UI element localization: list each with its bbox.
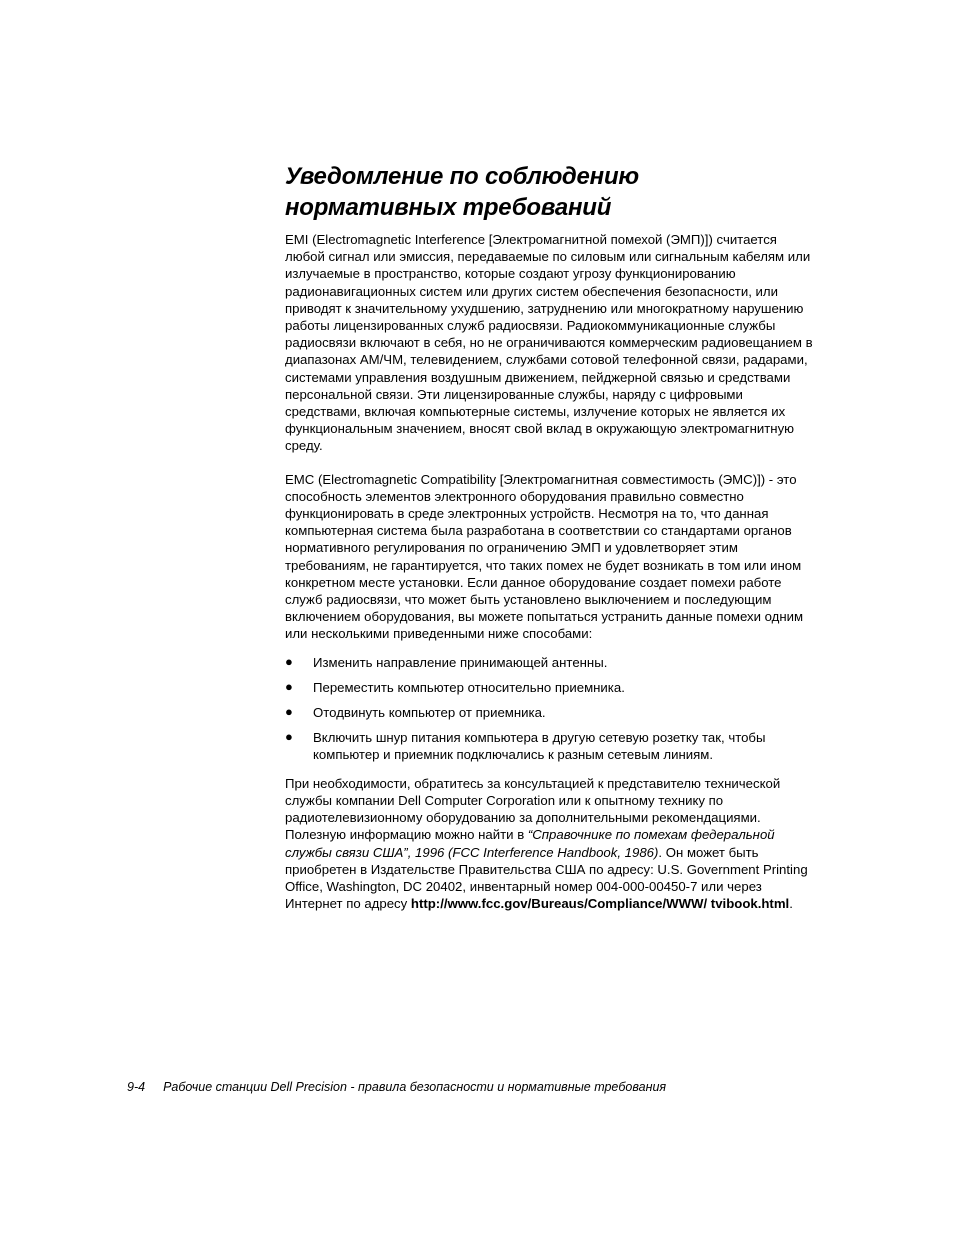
bullet-icon [285, 678, 293, 695]
closing-text-1: При необходимости, обратитесь за консультацией к представителю технической службы компании Dell Computer Corporation или к опытному технику по радиотелевизионному оборудованию за дополнительными рекомендациями. Полезную информацию можно найти в [285, 775, 781, 843]
list-item [285, 704, 820, 721]
list-item [285, 729, 820, 763]
page-title [285, 161, 820, 223]
list-item [285, 654, 820, 671]
main-content [285, 161, 820, 912]
emc-paragraph: EMC (Electromagnetic Compatibility [Электромагнитная совместимость (ЭМС)]) - это способность элементов электронного оборудования правильно совместно функционировать в среде электронных устройств. Несмотря на то, что данная компьютерная система была разработана в соответствии со стандартами органов нормативного регулирования по ограничению ЭМП и удовлетворяет этим требованиям, не гарантируется, что таких помех не будет возникать в том или ином конкретном месте установки. Если данное оборудование создает помехи работе служб радиосвязи, что может быть установлено выключением и последующим включением оборудования, вы можете попытаться устранить данные помехи одним или несколькими приведенными ниже способами: [285, 471, 804, 642]
fcc-url-link[interactable]: http://www.fcc.gov/Bureaus/Compliance/WWW/ tvibook.html [410, 896, 790, 912]
page-title-line-2: нормативных требований [285, 194, 612, 221]
list-item-text: Отодвинуть компьютер от приемника. [313, 705, 546, 721]
page-title-line-1: Уведомление по соблюдению [285, 163, 639, 190]
page-number: 9-4 [127, 1080, 146, 1094]
list-item-text: Переместить компьютер относительно приемника. [313, 679, 625, 695]
running-title: Рабочие станции Dell Precision - правила безопасности и нормативные требования [163, 1080, 667, 1094]
list-item [285, 679, 820, 696]
list-item-text: Включить шнур питания компьютера в другую сетевую розетку так, чтобы компьютер и приемник подключались к разным сетевым линиям. [313, 730, 766, 763]
remedy-list [285, 654, 820, 764]
fcc-handbook-reference: “Справочнике по помехам федеральной службы связи США”, 1996 (FCC Interference Handbook, 1986) [285, 827, 775, 860]
bullet-icon [285, 728, 293, 745]
closing-text-2: . Он может быть приобретен в Издательстве Правительства США по адресу: U.S. Government Printing Office, Washington, DC 20402, инвентарный номер 004-000-00450-7 или через Интернет по адресу [285, 844, 808, 912]
page-footer [127, 1080, 666, 1094]
emi-paragraph: EMI (Electromagnetic Interference [Электромагнитной помехой (ЭМП)]) считается любой сигнал или эмиссия, передаваемые по силовым или сигнальным кабелям или излучаемые в пространство, которые создают угрозу функционированию радионавигационных систем или других систем обеспечения безопасности, или приводят к значительному ухудшению, затруднению или многократному нарушению работы лицензированных служб радиосвязи. Радиокоммуникационные службы радиосвязи включают в себя, но не ограничиваются коммерческим радиовещанием в диапазонах AM/ЧМ, телевидением, службами сотовой телефонной связи, радарами, системами управления воздушным движением, пейджерной связью и средствами персональной связи. Эти лицензированные службы, наряду с цифровыми средствами, включая компьютерные системы, излучение которых не является их функциональным значением, вносят свой вклад в окружающую электромагнитную среду. [285, 232, 813, 454]
closing-text-3: . [789, 896, 793, 912]
list-item-text: Изменить направление принимающей антенны. [313, 654, 608, 670]
bullet-icon [285, 703, 293, 720]
closing-paragraph [285, 775, 820, 913]
bullet-icon [285, 653, 293, 670]
